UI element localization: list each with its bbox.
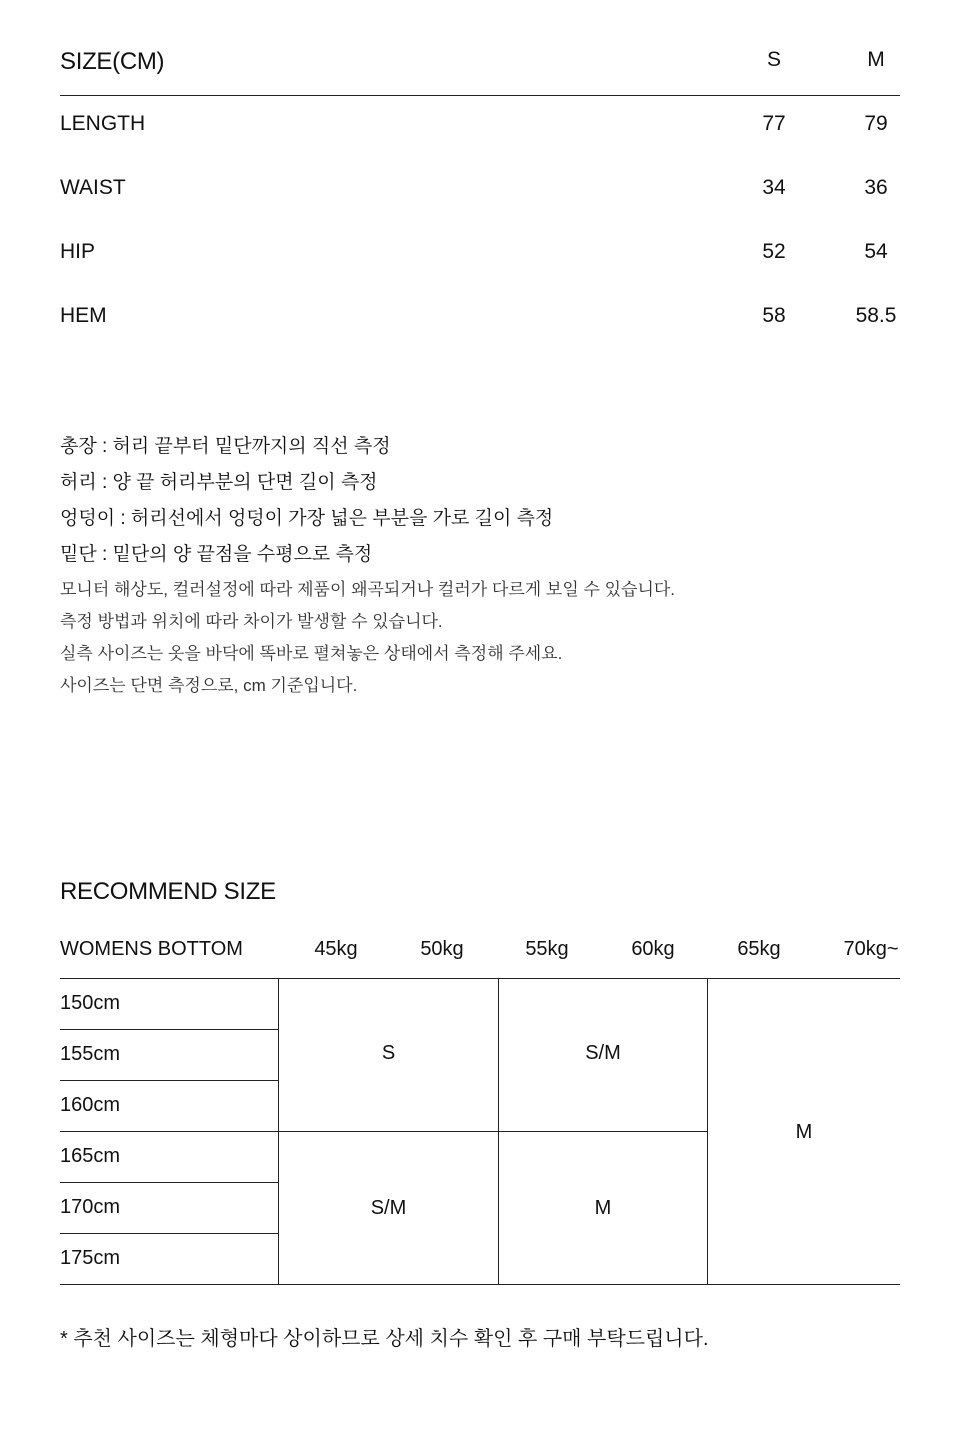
- size-value-m: 36: [864, 176, 888, 199]
- height-label: 175cm: [60, 1247, 121, 1269]
- size-col-m: M: [867, 48, 885, 71]
- height-row: [60, 979, 278, 1030]
- size-table-header: [60, 40, 900, 96]
- note-hem: 밑단 : 밑단의 양 끝점을 수평으로 측정: [60, 544, 373, 565]
- height-row: [60, 1183, 278, 1234]
- recommend-header-label: WOMENS BOTTOM: [60, 938, 243, 960]
- weight-label: 55kg: [525, 938, 569, 960]
- height-row: [60, 1132, 278, 1183]
- measurement-notes: [60, 432, 900, 704]
- size-cell-m: M: [795, 1121, 813, 1143]
- size-row-hem: [60, 288, 900, 352]
- size-row-label: WAIST: [60, 176, 126, 199]
- grid-divider: [278, 1131, 708, 1132]
- recommend-footnote: * 추천 사이즈는 체형마다 상이하므로 상세 치수 확인 후 구매 부탁드립니다.: [60, 1328, 709, 1350]
- size-value-m: 54: [864, 240, 888, 263]
- weight-label: 70kg~: [843, 938, 899, 960]
- size-value-s: 58: [762, 304, 786, 327]
- grid-divider: [278, 979, 279, 1285]
- grid-divider: [498, 979, 499, 1285]
- recommend-title: RECOMMEND SIZE: [60, 878, 276, 905]
- height-row: [60, 1030, 278, 1081]
- height-label: 170cm: [60, 1196, 121, 1218]
- size-col-s: S: [766, 48, 781, 71]
- size-row-label: LENGTH: [60, 112, 146, 135]
- height-label: 160cm: [60, 1094, 121, 1116]
- size-row-waist: [60, 160, 900, 224]
- size-value-m: 79: [864, 112, 888, 135]
- size-table-title: SIZE(CM): [60, 48, 165, 75]
- size-row-label: HEM: [60, 304, 107, 327]
- size-row-label: HIP: [60, 240, 96, 263]
- note-method: 측정 방법과 위치에 따라 차이가 발생할 수 있습니다.: [60, 612, 443, 631]
- size-cell-s: S: [381, 1042, 396, 1064]
- size-value-m: 58.5: [855, 304, 897, 327]
- height-row: [60, 1081, 278, 1132]
- recommend-grid: [60, 979, 900, 1285]
- height-label: 150cm: [60, 992, 121, 1014]
- note-unit: 사이즈는 단면 측정으로, cm 기준입니다.: [60, 676, 358, 695]
- note-hip: 엉덩이 : 허리선에서 엉덩이 가장 넓은 부분을 가로 길이 측정: [60, 508, 554, 529]
- size-value-s: 52: [762, 240, 786, 263]
- size-row-hip: [60, 224, 900, 288]
- height-label: 165cm: [60, 1145, 121, 1167]
- size-value-s: 34: [762, 176, 786, 199]
- size-row-length: [60, 96, 900, 160]
- size-cell-sm: S/M: [370, 1197, 407, 1219]
- weight-label: 45kg: [314, 938, 358, 960]
- note-waist: 허리 : 양 끝 허리부분의 단면 길이 측정: [60, 472, 378, 493]
- size-value-s: 77: [762, 112, 786, 135]
- weight-label: 50kg: [420, 938, 464, 960]
- weight-label: 65kg: [737, 938, 781, 960]
- recommend-header: [60, 930, 900, 979]
- note-length: 총장 : 허리 끝부터 밑단까지의 직선 측정: [60, 436, 391, 457]
- grid-divider: [60, 1284, 900, 1285]
- note-measure-flat: 실측 사이즈는 옷을 바닥에 똑바로 펼쳐놓은 상태에서 측정해 주세요.: [60, 644, 563, 663]
- weight-label: 60kg: [631, 938, 675, 960]
- height-label: 155cm: [60, 1043, 121, 1065]
- size-table: [60, 40, 900, 352]
- size-cell-m: M: [594, 1197, 612, 1219]
- note-monitor: 모니터 해상도, 컬러설정에 따라 제품이 왜곡되거나 컬러가 다르게 보일 수 있습니다.: [60, 580, 676, 599]
- size-cell-sm: S/M: [585, 1042, 621, 1064]
- height-row: [60, 1234, 278, 1284]
